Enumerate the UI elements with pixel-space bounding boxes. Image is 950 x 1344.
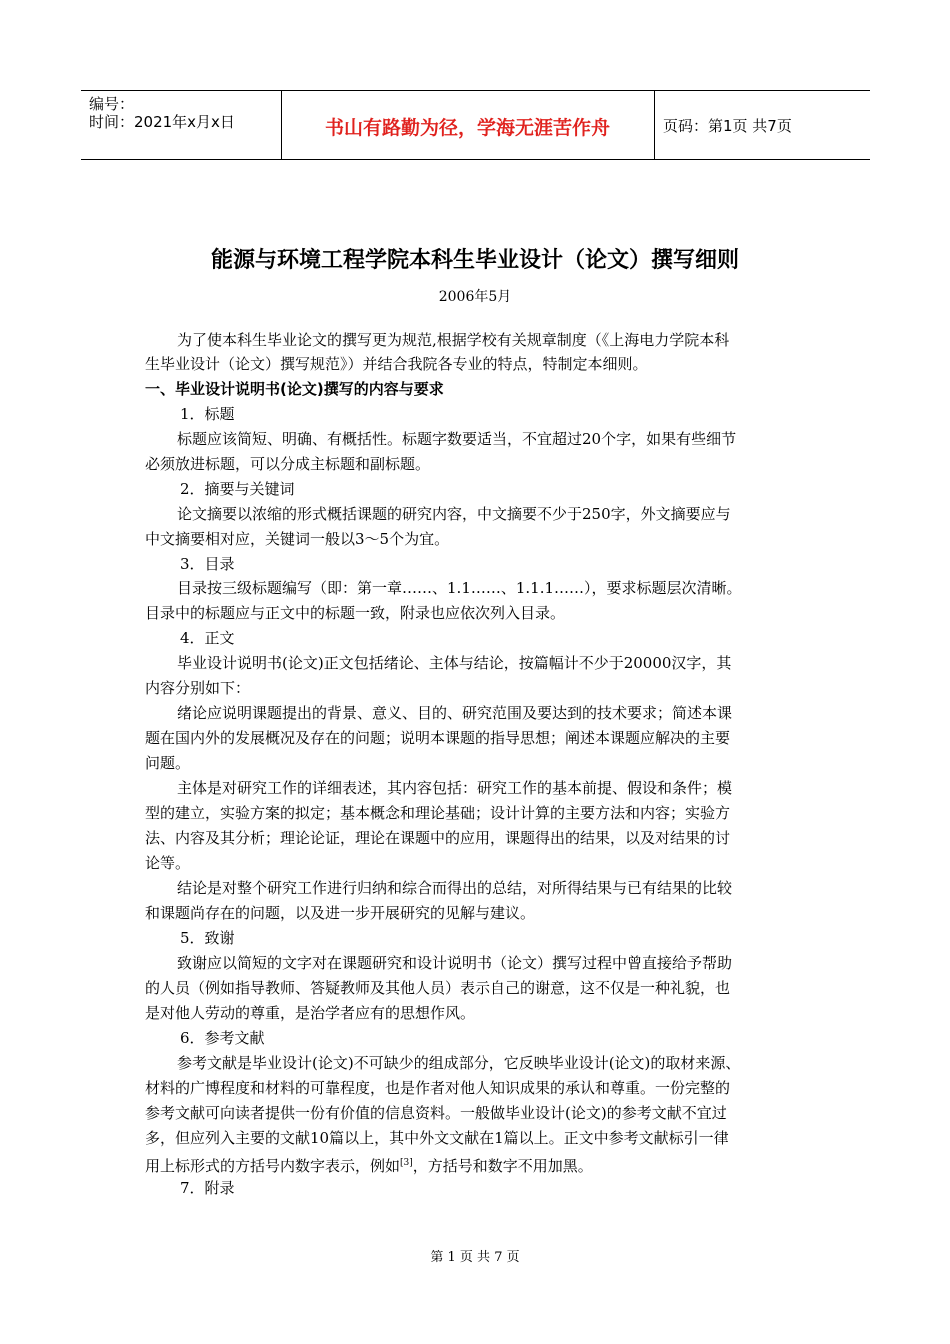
body-line: 参考文献可向读者提供一份有价值的信息资料。一般做毕业设计(论文)的参考文献不宜过 [145, 1104, 727, 1122]
subsection-heading: 4．正文 [180, 629, 235, 647]
body-line: 毕业设计说明书(论文)正文包括绪论、主体与结论，按篇幅计不少于20000汉字，其 [177, 654, 732, 672]
subsection-heading: 1．标题 [180, 405, 235, 423]
body-line: 法、内容及其分析；理论论证，理论在课题中的应用，课题得出的结果，以及对结果的讨 [145, 829, 731, 847]
header-page-cell [655, 91, 870, 159]
body-line: 标题应该简短、明确、有概括性。标题字数要适当，不宜超过20个字，如果有些细节 [177, 430, 737, 448]
body-line: 参考文献是毕业设计(论文)不可缺少的组成部分，它反映毕业设计(论文)的取材来源、 [177, 1054, 741, 1072]
body-line-text: 用上标形式的方括号内数字表示，例如 [145, 1157, 401, 1175]
body-line [145, 1153, 593, 1176]
motto: 书山有路勤为径，学海无涯苦作舟 [324, 117, 610, 139]
page-footer: 第 1 页 共 7 页 [430, 1250, 520, 1265]
subsection-heading: 5．致谢 [180, 929, 235, 947]
body-line: 是对他人劳动的尊重，是治学者应有的思想作风。 [145, 1004, 476, 1022]
header-meta-cell [81, 91, 282, 159]
citation-superscript: [3] [400, 1158, 413, 1168]
body-line: 材料的广博程度和材料的可靠程度，也是作者对他人知识成果的承认和尊重。一份完整的 [145, 1079, 731, 1097]
body-line-text: ，方括号和数字不用加黑。 [412, 1157, 593, 1175]
code-label: 编号： [89, 95, 135, 113]
body-line: 论等。 [145, 854, 191, 872]
subsection-heading: 3．目录 [180, 555, 235, 573]
time-label: 时间：2021年x月x日 [89, 113, 235, 131]
body-line: 型的建立，实验方案的拟定；基本概念和理论基础；设计计算的主要方法和内容；实验方 [145, 804, 731, 822]
body-line: 必须放进标题，可以分成主标题和副标题。 [145, 455, 431, 473]
subsection-heading: 7．附录 [180, 1179, 235, 1197]
body-line: 中文摘要相对应，关键词一般以3～5个为宜。 [145, 530, 450, 548]
page-info: 页码：第1页 共7页 [663, 117, 792, 135]
body-line: 和课题尚存在的问题，以及进一步开展研究的见解与建议。 [145, 904, 536, 922]
page-title: 能源与环境工程学院本科生毕业设计（论文）撰写细则 [210, 248, 739, 273]
subsection-heading: 6．参考文献 [180, 1029, 265, 1047]
body-line: 题在国内外的发展概况及存在的问题；说明本课题的指导思想；阐述本课题应解决的主要 [145, 729, 731, 747]
body-line: 问题。 [145, 754, 191, 772]
body-line: 为了使本科生毕业论文的撰写更为规范,根据学校有关规章制度（《上海电力学院本科 [177, 331, 730, 349]
body-line: 生毕业设计（论文）撰写规范》）并结合我院各专业的特点，特制定本细则。 [145, 355, 648, 373]
body-line: 绪论应说明课题提出的背景、意义、目的、研究范围及要达到的技术要求；简述本课 [177, 704, 733, 722]
header-motto-cell [281, 91, 655, 159]
section-heading: 一、毕业设计说明书(论文)撰写的内容与要求 [145, 380, 444, 398]
document-date: 2006年5月 [438, 289, 512, 305]
body-line: 的人员（例如指导教师、答疑教师及其他人员）表示自己的谢意，这不仅是一种礼貌，也 [145, 979, 731, 997]
body-line: 论文摘要以浓缩的形式概括课题的研究内容，中文摘要不少于250字，外文摘要应与 [177, 505, 731, 523]
body-line: 多，但应列入主要的文献10篇以上，其中外文文献在1篇以上。正文中参考文献标引一律 [145, 1129, 729, 1147]
header-table [81, 90, 870, 160]
body-line: 致谢应以简短的文字对在课题研究和设计说明书（论文）撰写过程中曾直接给予帮助 [177, 954, 733, 972]
subsection-heading: 2．摘要与关键词 [180, 480, 295, 498]
body-line: 结论是对整个研究工作进行归纳和综合而得出的总结，对所得结果与已有结果的比较 [177, 879, 733, 897]
body-line: 目录中的标题应与正文中的标题一致，附录也应依次列入目录。 [145, 604, 566, 622]
body-line: 内容分别如下： [145, 679, 251, 697]
body-line: 主体是对研究工作的详细表述，其内容包括：研究工作的基本前提、假设和条件；模 [177, 779, 733, 797]
body-line: 目录按三级标题编写（即：第一章……、1.1……、1.1.1……），要求标题层次清晰。 [177, 579, 742, 597]
